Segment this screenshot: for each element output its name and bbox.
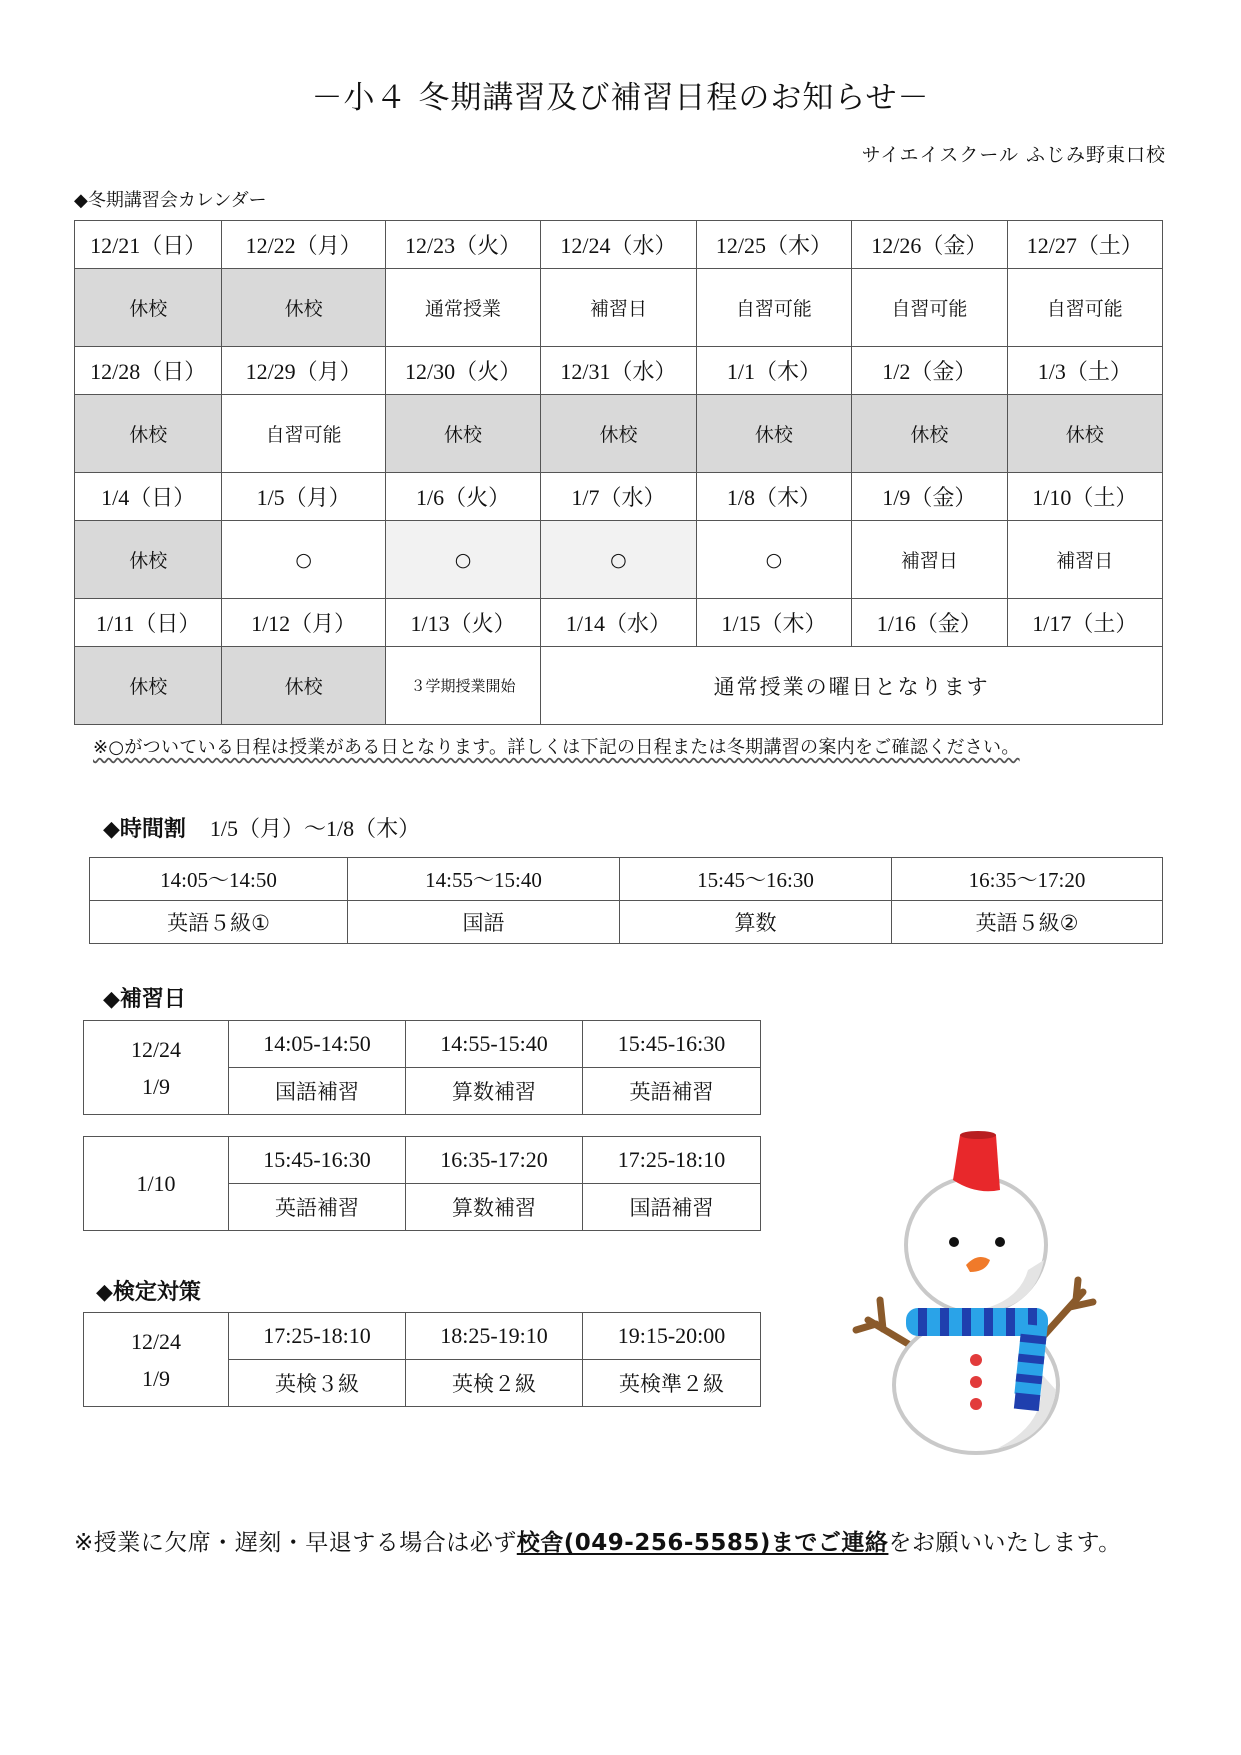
subject: 英検準２級 [583,1360,761,1407]
winter-calendar-table [74,220,1163,725]
bucket-hat [953,1135,1000,1191]
calendar-date: 1/5（月） [222,473,385,521]
subject: 英検３級 [229,1360,406,1407]
time-slot: 14:55～15:40 [348,858,620,901]
makeup-dates [84,1137,229,1231]
subject: 英語補習 [229,1184,406,1231]
calendar-date: 12/24（水） [541,221,696,269]
time-slot: 15:45～16:30 [620,858,892,901]
contact-phone-emphasis: 校舎(049-256-5585)までご連絡 [516,1530,889,1556]
calendar-date: 1/13（火） [385,599,540,647]
makeup-table [83,1020,761,1115]
subject: 算数 [620,901,892,944]
makeup-table [83,1136,761,1231]
calendar-status: 補習日 [852,521,1007,599]
subject: 算数補習 [406,1184,583,1231]
subject: 英検２級 [406,1360,583,1407]
time-slot: 17:25-18:10 [229,1313,406,1360]
button-dot [970,1354,982,1366]
calendar-date-row [75,599,1163,647]
makeup-times-row [84,1137,761,1184]
calendar-status-row [75,647,1163,725]
timetable-title: ◆時間割 [103,817,186,842]
calendar-status: 休校 [222,269,385,347]
calendar-date: 1/15（木） [696,599,851,647]
calendar-date: 12/26（金） [852,221,1007,269]
makeup-date: 12/24 [130,1036,182,1062]
time-slot: 14:05-14:50 [229,1021,406,1068]
calendar-date: 1/7（水） [541,473,696,521]
calendar-date: 1/9（金） [852,473,1007,521]
calendar-date: 1/6（火） [385,473,540,521]
makeup-date: 1/10 [136,1171,176,1196]
button-dot [970,1398,982,1410]
contact-note [74,1524,1122,1557]
exam-times-row [84,1313,761,1360]
calendar-date: 1/2（金） [852,347,1007,395]
calendar-date: 12/22（月） [222,221,385,269]
eye [995,1237,1005,1247]
calendar-date: 12/21（日） [75,221,222,269]
calendar-status: 休校 [1007,395,1162,473]
calendar-status: ３学期授業開始 [385,647,540,725]
calendar-date: 1/14（水） [541,599,696,647]
calendar-date: 1/12（月） [222,599,385,647]
timetable-times-row [90,858,1163,901]
calendar-date: 1/8（木） [696,473,851,521]
calendar-status: ○ [541,521,696,599]
time-slot: 15:45-16:30 [229,1137,406,1184]
calendar-status: 休校 [696,395,851,473]
calendar-date: 1/3（土） [1007,347,1162,395]
calendar-status: 自習可能 [1007,269,1162,347]
calendar-status: ○ [385,521,540,599]
timetable-heading [103,812,420,843]
calendar-status: 休校 [385,395,540,473]
calendar-status: 補習日 [1007,521,1162,599]
school-name: サイエイスクール ふじみ野東口校 [861,144,1166,166]
time-slot: 14:55-15:40 [406,1021,583,1068]
calendar-date: 12/27（土） [1007,221,1162,269]
calendar-date: 1/10（土） [1007,473,1162,521]
exam-dates [84,1313,229,1407]
subject: 英語５級② [892,901,1163,944]
calendar-date: 12/25（木） [696,221,851,269]
calendar-status: ○ [222,521,385,599]
makeup-date: 1/9 [141,1073,171,1099]
eye [949,1237,959,1247]
timetable-period: 1/5（月）～1/8（木） [209,816,421,841]
calendar-date: 12/29（月） [222,347,385,395]
timetable-subjects-row [90,901,1163,944]
subject: 英語５級① [90,901,348,944]
calendar-status-merged: 通常授業の曜日となります [541,647,1163,725]
time-slot: 16:35～17:20 [892,858,1163,901]
subject: 国語 [348,901,620,944]
subject: 算数補習 [406,1068,583,1115]
exam-prep-heading: ◆検定対策 [96,1280,201,1305]
exam-date: 1/9 [141,1365,171,1391]
calendar-status: 休校 [541,395,696,473]
calendar-date: 1/17（土） [1007,599,1162,647]
calendar-date: 1/4（日） [75,473,222,521]
exam-prep-table [83,1312,761,1407]
calendar-heading: ◆冬期講習会カレンダー [74,190,267,211]
calendar-date-row [75,473,1163,521]
calendar-date: 12/28（日） [75,347,222,395]
time-slot: 16:35-17:20 [406,1137,583,1184]
calendar-date: 1/16（金） [852,599,1007,647]
exam-date: 12/24 [130,1328,182,1354]
calendar-status-row [75,521,1163,599]
makeup-heading: ◆補習日 [103,987,186,1012]
timetable-table [89,857,1163,944]
time-slot: 17:25-18:10 [583,1137,761,1184]
calendar-date: 12/30（火） [385,347,540,395]
calendar-date: 1/1（木） [696,347,851,395]
calendar-status: ○ [696,521,851,599]
calendar-status-row [75,269,1163,347]
calendar-status: 自習可能 [852,269,1007,347]
calendar-status: 休校 [75,395,222,473]
calendar-date: 1/11（日） [75,599,222,647]
calendar-status: 休校 [75,521,222,599]
calendar-status-row [75,395,1163,473]
calendar-date: 12/31（水） [541,347,696,395]
calendar-status: 自習可能 [696,269,851,347]
snowman-icon [848,1120,1098,1455]
subject: 国語補習 [583,1184,761,1231]
makeup-times-row [84,1021,761,1068]
time-slot: 15:45-16:30 [583,1021,761,1068]
calendar-status: 補習日 [541,269,696,347]
subject: 英語補習 [583,1068,761,1115]
arm-left [856,1300,910,1345]
contact-note-prefix: ※授業に欠席・遅刻・早退する場合は必ず [74,1530,517,1556]
calendar-status: 休校 [75,269,222,347]
calendar-date-row [75,221,1163,269]
calendar-status: 休校 [222,647,385,725]
calendar-status: 自習可能 [222,395,385,473]
calendar-status: 通常授業 [385,269,540,347]
button-dot [970,1376,982,1388]
time-slot: 19:15-20:00 [583,1313,761,1360]
calendar-date-row [75,347,1163,395]
contact-note-suffix: をお願いいたします。 [888,1530,1122,1556]
calendar-status: 休校 [852,395,1007,473]
calendar-status: 休校 [75,647,222,725]
subject: 国語補習 [229,1068,406,1115]
calendar-date: 12/23（火） [385,221,540,269]
calendar-note: ※○がついている日程は授業がある日となります。詳しくは下記の日程または冬期講習の案内をご確認ください。 [93,737,1020,758]
time-slot: 14:05～14:50 [90,858,348,901]
makeup-dates [84,1021,229,1115]
time-slot: 18:25-19:10 [406,1313,583,1360]
page-title: －小４ 冬期講習及び補習日程のお知らせ－ [311,80,930,116]
